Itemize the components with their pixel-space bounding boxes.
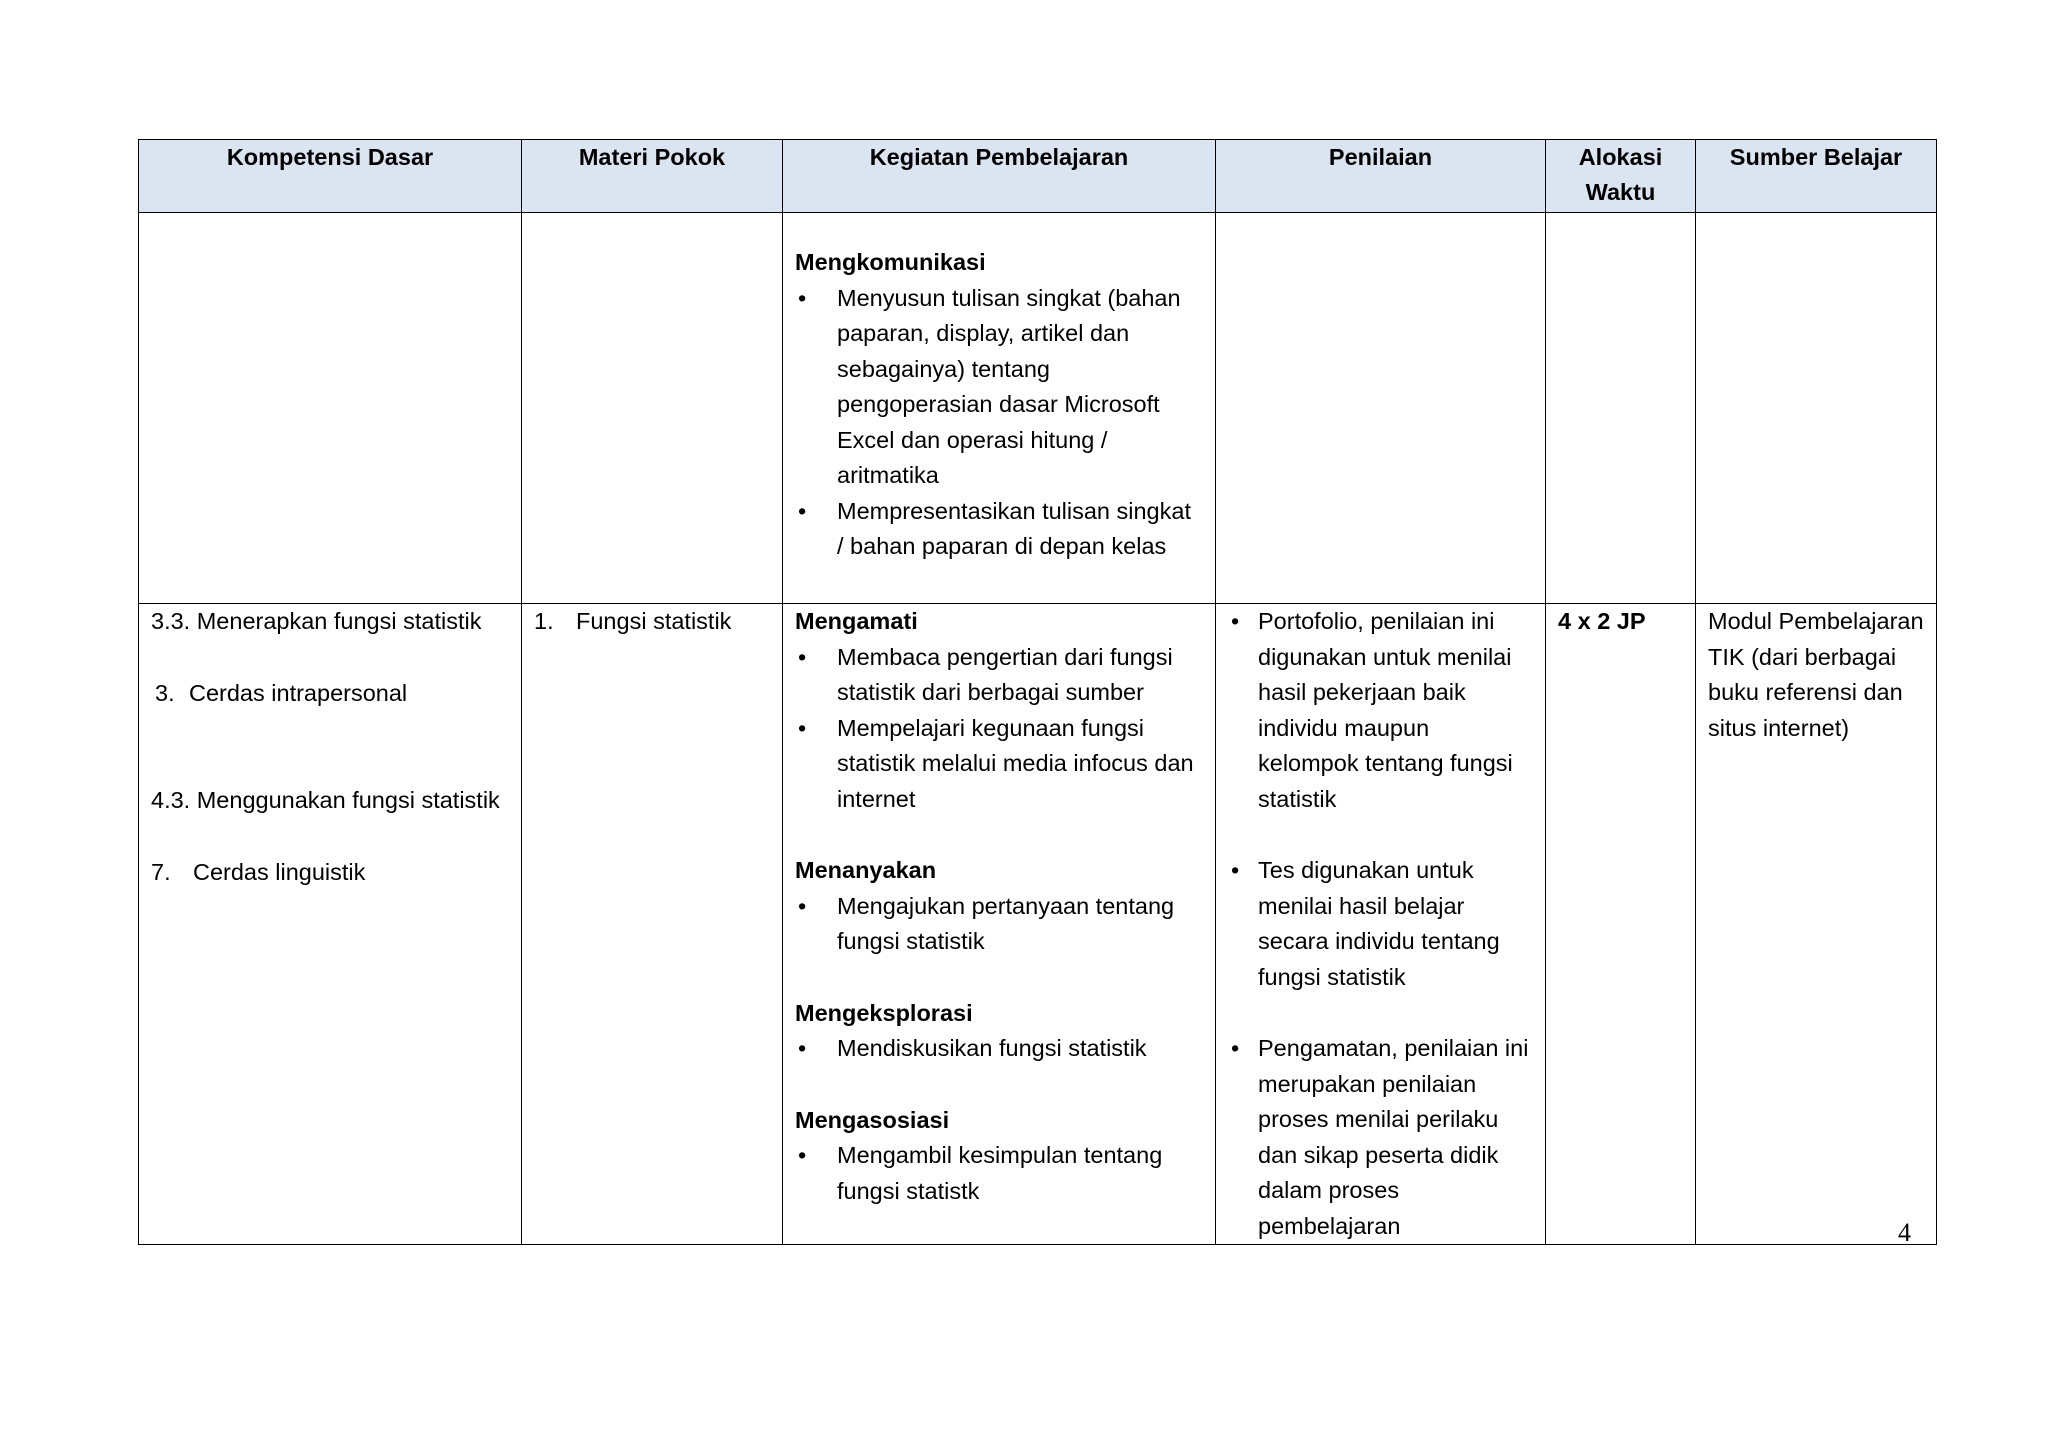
activity-heading: Mengeksplorasi xyxy=(795,999,973,1026)
cell-kompetensi xyxy=(139,213,522,604)
activity-heading: Menanyakan xyxy=(795,857,937,883)
list-item: • Mengambil kesimpulan tentang fungsi statistk xyxy=(795,1138,1203,1209)
page-number: 4 xyxy=(1898,1218,1911,1247)
competency-item: 3.3. Menerapkan fungsi statistik xyxy=(151,608,482,634)
cell-alokasi: 4 x 2 JP xyxy=(1546,604,1696,1245)
cell-kegiatan xyxy=(783,213,1216,604)
list-item: • Tes digunakan untuk menilai hasil belajar secara individu tentang fungsi statistik xyxy=(1228,853,1533,995)
activity-heading: Mengamati xyxy=(795,608,918,634)
header-alokasi-waktu: Alokasi Waktu xyxy=(1546,140,1696,213)
activity-heading: Mengkomunikasi xyxy=(795,249,986,275)
header-materi-pokok: Materi Pokok xyxy=(522,140,783,213)
list-item: • Portofolio, penilaian ini digunakan untuk menilai hasil pekerjaan baik individu maupun kelompok tentang fungsi statistik xyxy=(1228,604,1533,817)
list-item: • Mempresentasikan tulisan singkat / bahan paparan di depan kelas xyxy=(795,494,1203,565)
cell-kompetensi xyxy=(139,604,522,1245)
table-row xyxy=(139,213,1937,604)
header-sumber-belajar: Sumber Belajar xyxy=(1696,140,1937,213)
materi-item: Fungsi statistik xyxy=(576,608,732,634)
lesson-plan-table xyxy=(138,139,1937,1245)
cell-materi xyxy=(522,213,783,604)
cell-sumber xyxy=(1696,213,1937,604)
cell-alokasi xyxy=(1546,213,1696,604)
table-row xyxy=(139,604,1937,1245)
cell-penilaian xyxy=(1216,604,1546,1245)
table-header-row xyxy=(139,140,1937,213)
cell-penilaian xyxy=(1216,213,1546,604)
cell-materi: 1. Fungsi statistik xyxy=(522,604,783,1245)
header-kegiatan-pembelajaran: Kegiatan Pembelajaran xyxy=(783,140,1216,213)
list-item: • Membaca pengertian dari fungsi statistik dari berbagai sumber xyxy=(795,640,1203,711)
list-item: • Mendiskusikan fungsi statistik xyxy=(795,1031,1203,1067)
header-penilaian: Penilaian xyxy=(1216,140,1546,213)
cell-kegiatan xyxy=(783,604,1216,1245)
list-item: • Mengajukan pertanyaan tentang fungsi statistik xyxy=(795,889,1203,960)
competency-item: 4.3. Menggunakan fungsi statistik xyxy=(151,787,500,813)
competency-item: 3. Cerdas intrapersonal xyxy=(155,679,408,706)
list-item: • Mempelajari kegunaan fungsi statistik melalui media infocus dan internet xyxy=(795,711,1203,818)
list-item: • Pengamatan, penilaian ini merupakan penilaian proses menilai perilaku dan sikap peserta didik dalam proses pembelajaran xyxy=(1228,1031,1533,1244)
header-kompetensi-dasar: Kompetensi Dasar xyxy=(139,140,522,213)
cell-sumber: Modul Pembelajaran TIK (dari berbagai buku referensi dan situs internet) xyxy=(1696,604,1937,1245)
activity-heading: Mengasosiasi xyxy=(795,1106,950,1133)
list-item: • Menyusun tulisan singkat (bahan paparan, display, artikel dan sebagainya) tentang pengoperasian dasar Microsoft Excel dan operasi hitung / aritmatika xyxy=(795,281,1203,494)
competency-item: 7. Cerdas linguistik xyxy=(151,858,366,885)
